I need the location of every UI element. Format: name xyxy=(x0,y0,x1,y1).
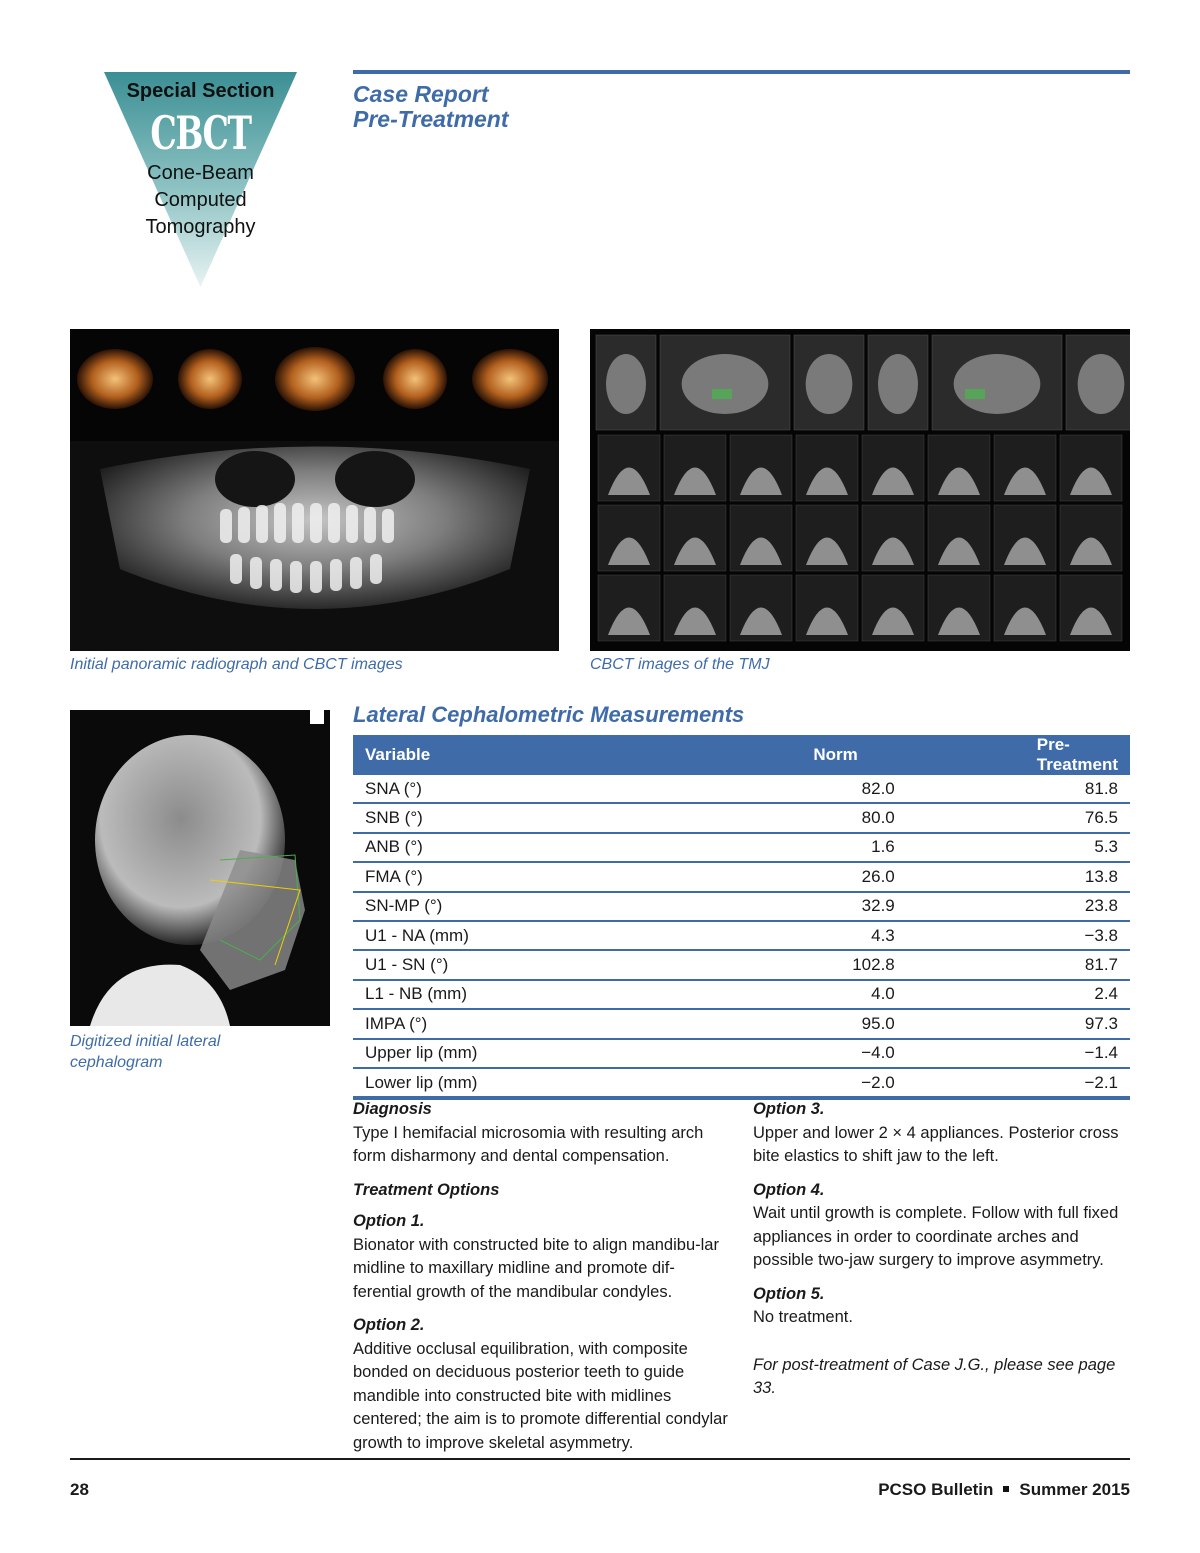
cell-norm: 95.0 xyxy=(673,1009,906,1038)
table-header-row xyxy=(353,735,1130,775)
table-row xyxy=(353,1068,1130,1098)
header-variable: Variable xyxy=(353,735,673,775)
cell-pre-treatment: −1.4 xyxy=(907,1039,1130,1068)
cell-pre-treatment: 5.3 xyxy=(907,833,1130,862)
cephalometric-table xyxy=(353,735,1130,1100)
option-1-heading: Option 1. xyxy=(353,1212,425,1230)
post-treatment-note: For post-treatment of Case J.G., please see page 33. xyxy=(753,1355,1116,1397)
cell-norm: 82.0 xyxy=(673,775,906,803)
cell-norm: −4.0 xyxy=(673,1039,906,1068)
page-title xyxy=(353,82,509,132)
cell-pre-treatment: −2.1 xyxy=(907,1068,1130,1098)
cell-pre-treatment: 81.7 xyxy=(907,950,1130,979)
footer-publication xyxy=(878,1480,1130,1500)
option-4-text: Wait until growth is complete. Follow with full fixed appliances in order to coordinate arches and possible two-jaw surgery to improve asymmetry. xyxy=(753,1204,1119,1269)
option-2-text: Additive occlusal equilibration, with composite bonded on deciduous posterior teeth to guide mandible into constructed bite with midlines centered; the aim is to promote differential condylar growth to improve skeletal asymmetry. xyxy=(353,1339,728,1452)
footer-rule xyxy=(70,1458,1130,1460)
panoramic-caption: Initial panoramic radiograph and CBCT images xyxy=(70,656,403,673)
cell-variable: ANB (°) xyxy=(353,833,673,862)
cell-pre-treatment: −3.8 xyxy=(907,921,1130,950)
page-number: 28 xyxy=(70,1480,89,1499)
cell-pre-treatment: 2.4 xyxy=(907,980,1130,1009)
table-row xyxy=(353,950,1130,979)
table-row xyxy=(353,803,1130,832)
cell-variable: Upper lip (mm) xyxy=(353,1039,673,1068)
page-title-line-1: Case Report xyxy=(353,81,489,107)
badge-title: Special Section xyxy=(126,80,275,102)
table-row xyxy=(353,775,1130,803)
cell-pre-treatment: 76.5 xyxy=(907,803,1130,832)
option-1-text: Bionator with constructed bite to align mandibu-lar midline to maxillary midline and promote dif-ferential growth of the mandibular condyles. xyxy=(353,1235,719,1301)
cell-pre-treatment: 13.8 xyxy=(907,862,1130,891)
cell-variable: IMPA (°) xyxy=(353,1009,673,1038)
header-rule xyxy=(353,70,1130,74)
cell-variable: FMA (°) xyxy=(353,862,673,891)
option-3-text: Upper and lower 2 × 4 appliances. Posterior cross bite elastics to shift jaw to the left. xyxy=(753,1123,1119,1165)
table-row xyxy=(353,1039,1130,1068)
table-title: Lateral Cephalometric Measurements xyxy=(353,702,745,727)
cell-norm: 1.6 xyxy=(673,833,906,862)
cell-norm: 32.9 xyxy=(673,892,906,921)
cell-variable: SN-MP (°) xyxy=(353,892,673,921)
cell-variable: SNB (°) xyxy=(353,803,673,832)
cell-variable: SNA (°) xyxy=(353,775,673,803)
left-text-column xyxy=(353,1098,733,1465)
cell-pre-treatment: 97.3 xyxy=(907,1009,1130,1038)
option-2-heading: Option 2. xyxy=(353,1316,425,1334)
cell-norm: 80.0 xyxy=(673,803,906,832)
header-norm: Norm xyxy=(673,735,906,775)
table-row xyxy=(353,1009,1130,1038)
cell-variable: U1 - NA (mm) xyxy=(353,921,673,950)
option-5-heading: Option 5. xyxy=(753,1284,825,1303)
cell-norm: 4.0 xyxy=(673,980,906,1009)
cell-norm: 102.8 xyxy=(673,950,906,979)
table-row xyxy=(353,862,1130,891)
cell-variable: Lower lip (mm) xyxy=(353,1068,673,1098)
tmj-cbct-image xyxy=(590,329,1130,651)
panoramic-radiograph-image xyxy=(70,329,559,651)
cell-variable: U1 - SN (°) xyxy=(353,950,673,979)
option-5-text: No treatment. xyxy=(753,1308,853,1326)
option-4-heading: Option 4. xyxy=(753,1180,825,1199)
option-3-heading: Option 3. xyxy=(753,1100,825,1118)
special-section-badge xyxy=(104,72,297,287)
cell-pre-treatment: 81.8 xyxy=(907,775,1130,803)
treatment-options-heading: Treatment Options xyxy=(353,1180,500,1199)
cell-variable: L1 - NB (mm) xyxy=(353,980,673,1009)
tmj-caption: CBCT images of the TMJ xyxy=(590,656,770,673)
cephalogram-image xyxy=(70,710,330,1026)
cephalogram-caption: Digitized initial lateral cephalogram xyxy=(70,1033,221,1071)
issue-name: Summer 2015 xyxy=(1019,1480,1130,1499)
page-title-line-2: Pre-Treatment xyxy=(353,106,509,132)
table-row xyxy=(353,921,1130,950)
badge-subtitle-line-3: Tomography xyxy=(145,216,256,238)
cell-norm: 26.0 xyxy=(673,862,906,891)
cell-norm: 4.3 xyxy=(673,921,906,950)
badge-subtitle-line-1: Cone-Beam xyxy=(147,162,254,184)
cell-norm: −2.0 xyxy=(673,1068,906,1098)
right-text-column xyxy=(753,1098,1133,1411)
separator-square-icon xyxy=(1003,1486,1009,1492)
cell-pre-treatment: 23.8 xyxy=(907,892,1130,921)
header-pre-treatment: Pre-Treatment xyxy=(907,735,1130,775)
diagnosis-heading: Diagnosis xyxy=(353,1100,432,1118)
publication-name: PCSO Bulletin xyxy=(878,1480,994,1499)
table-row xyxy=(353,892,1130,921)
table-row xyxy=(353,980,1130,1009)
badge-subtitle-line-2: Computed xyxy=(154,189,247,211)
diagnosis-text: Type I hemifacial microsomia with resulting arch form disharmony and dental compensation. xyxy=(353,1123,704,1165)
badge-abbreviation: CBCT xyxy=(150,106,251,160)
table-row xyxy=(353,833,1130,862)
